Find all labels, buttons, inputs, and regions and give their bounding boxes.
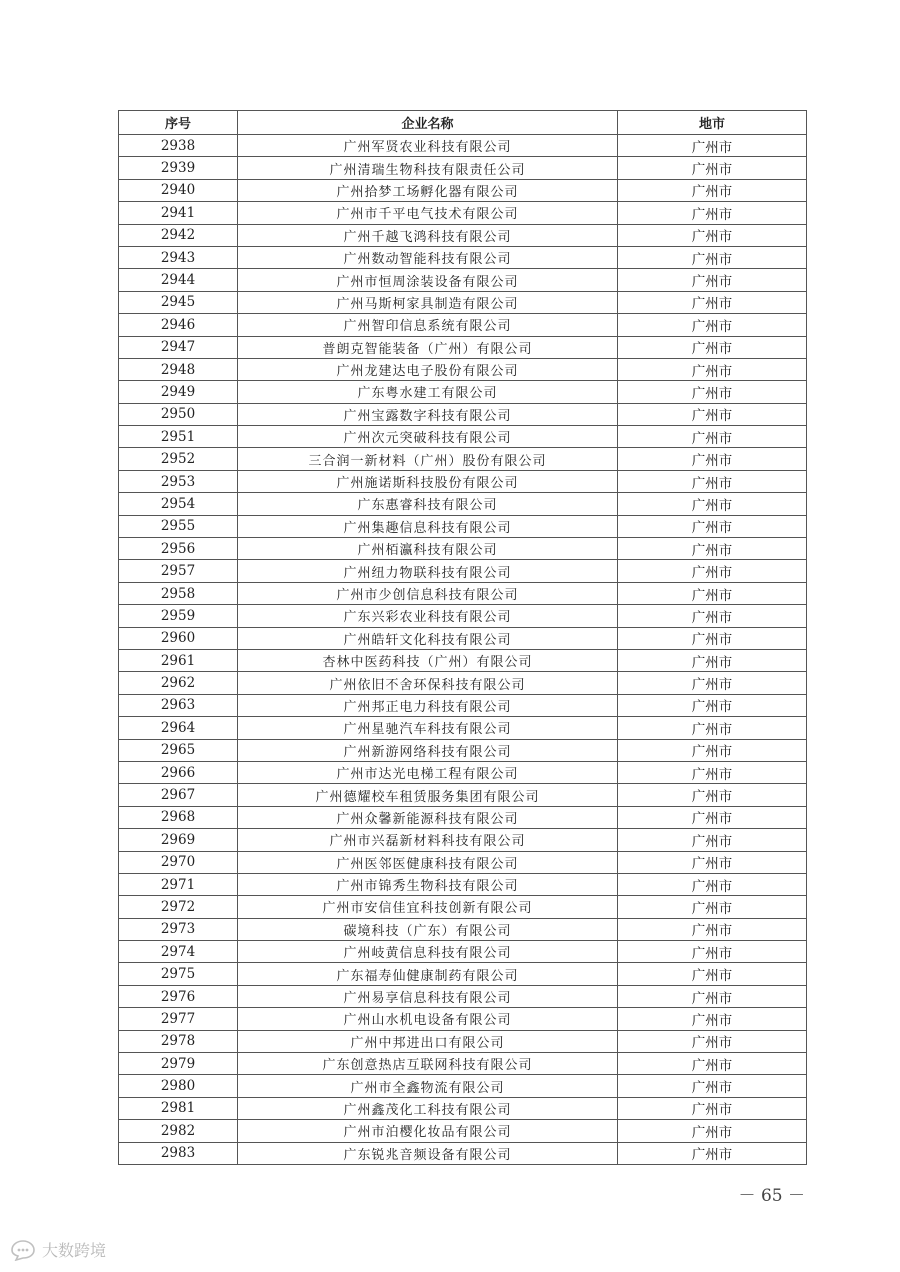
city-name: 广州市 [618, 1097, 807, 1119]
table-row [119, 493, 807, 515]
city-name: 广州市 [618, 269, 807, 291]
city-name: 广州市 [618, 246, 807, 268]
enterprise-name: 广州市少创信息科技有限公司 [238, 582, 618, 604]
city-name: 广州市 [618, 202, 807, 224]
table-row [119, 1142, 807, 1164]
city-name: 广州市 [618, 135, 807, 157]
table-row [119, 1030, 807, 1052]
enterprise-name: 普朗克智能装备（广州）有限公司 [238, 336, 618, 358]
city-name: 广州市 [618, 717, 807, 739]
header-number: 序号 [119, 111, 238, 135]
table-row [119, 985, 807, 1007]
row-number: 2945 [119, 291, 238, 313]
city-name: 广州市 [618, 963, 807, 985]
table-row [119, 202, 807, 224]
enterprise-name: 广东惠睿科技有限公司 [238, 493, 618, 515]
table-row [119, 336, 807, 358]
row-number: 2952 [119, 448, 238, 470]
row-number: 2973 [119, 918, 238, 940]
table-row [119, 784, 807, 806]
row-number: 2954 [119, 493, 238, 515]
city-name: 广州市 [618, 985, 807, 1007]
row-number: 2962 [119, 672, 238, 694]
table-row [119, 761, 807, 783]
city-name: 广州市 [618, 470, 807, 492]
city-name: 广州市 [618, 739, 807, 761]
city-name: 广州市 [618, 605, 807, 627]
enterprise-name: 三合润一新材料（广州）股份有限公司 [238, 448, 618, 470]
enterprise-name: 广州市安信佳宜科技创新有限公司 [238, 896, 618, 918]
city-name: 广州市 [618, 1075, 807, 1097]
city-name: 广州市 [618, 672, 807, 694]
row-number: 2938 [119, 135, 238, 157]
enterprise-name: 广州新游网络科技有限公司 [238, 739, 618, 761]
table-row [119, 672, 807, 694]
city-name: 广州市 [618, 582, 807, 604]
city-name: 广州市 [618, 224, 807, 246]
city-name: 广州市 [618, 493, 807, 515]
row-number: 2940 [119, 179, 238, 201]
table-row [119, 963, 807, 985]
table-row [119, 403, 807, 425]
enterprise-name: 广州鑫茂化工科技有限公司 [238, 1097, 618, 1119]
row-number: 2959 [119, 605, 238, 627]
city-name: 广州市 [618, 1120, 807, 1142]
row-number: 2977 [119, 1008, 238, 1030]
enterprise-name: 广州龙建达电子股份有限公司 [238, 358, 618, 380]
row-number: 2939 [119, 157, 238, 179]
enterprise-name: 广州市恒周涂装设备有限公司 [238, 269, 618, 291]
enterprise-name: 广州栢瀛科技有限公司 [238, 538, 618, 560]
table-row [119, 157, 807, 179]
city-name: 广州市 [618, 1030, 807, 1052]
table-row [119, 426, 807, 448]
enterprise-name: 广州市达光电梯工程有限公司 [238, 761, 618, 783]
enterprise-name: 广州市泊樱化妆品有限公司 [238, 1120, 618, 1142]
city-name: 广州市 [618, 179, 807, 201]
enterprise-name: 广州医邻医健康科技有限公司 [238, 851, 618, 873]
table-row [119, 1075, 807, 1097]
enterprise-name: 杏林中医药科技（广州）有限公司 [238, 649, 618, 671]
enterprise-name: 广州星驰汽车科技有限公司 [238, 717, 618, 739]
table-row [119, 246, 807, 268]
table-row [119, 739, 807, 761]
table-header-row [119, 111, 807, 135]
table-row [119, 941, 807, 963]
row-number: 2957 [119, 560, 238, 582]
header-enterprise-name: 企业名称 [238, 111, 618, 135]
city-name: 广州市 [618, 538, 807, 560]
enterprise-name: 广州中邦进出口有限公司 [238, 1030, 618, 1052]
row-number: 2983 [119, 1142, 238, 1164]
row-number: 2974 [119, 941, 238, 963]
row-number: 2970 [119, 851, 238, 873]
table-row [119, 694, 807, 716]
row-number: 2963 [119, 694, 238, 716]
row-number: 2946 [119, 314, 238, 336]
city-name: 广州市 [618, 806, 807, 828]
enterprise-name: 广州依旧不舍环保科技有限公司 [238, 672, 618, 694]
table-row [119, 448, 807, 470]
row-number: 2971 [119, 873, 238, 895]
enterprise-name: 广东创意热店互联网科技有限公司 [238, 1053, 618, 1075]
row-number: 2943 [119, 246, 238, 268]
row-number: 2956 [119, 538, 238, 560]
table-row [119, 582, 807, 604]
row-number: 2982 [119, 1120, 238, 1142]
city-name: 广州市 [618, 291, 807, 313]
city-name: 广州市 [618, 157, 807, 179]
enterprise-name: 广州数动智能科技有限公司 [238, 246, 618, 268]
row-number: 2969 [119, 829, 238, 851]
row-number: 2980 [119, 1075, 238, 1097]
table-row [119, 538, 807, 560]
city-name: 广州市 [618, 314, 807, 336]
row-number: 2941 [119, 202, 238, 224]
table-row [119, 358, 807, 380]
table-row [119, 560, 807, 582]
table-row [119, 1120, 807, 1142]
row-number: 2958 [119, 582, 238, 604]
row-number: 2955 [119, 515, 238, 537]
row-number: 2942 [119, 224, 238, 246]
enterprise-table [118, 110, 807, 1165]
city-name: 广州市 [618, 761, 807, 783]
enterprise-name: 广州智印信息系统有限公司 [238, 314, 618, 336]
enterprise-name: 广州军贤农业科技有限公司 [238, 135, 618, 157]
row-number: 2978 [119, 1030, 238, 1052]
table-row [119, 918, 807, 940]
table-row [119, 1097, 807, 1119]
city-name: 广州市 [618, 873, 807, 895]
city-name: 广州市 [618, 694, 807, 716]
enterprise-name: 广州易享信息科技有限公司 [238, 985, 618, 1007]
city-name: 广州市 [618, 336, 807, 358]
city-name: 广州市 [618, 403, 807, 425]
enterprise-name: 广州次元突破科技有限公司 [238, 426, 618, 448]
table-row [119, 135, 807, 157]
enterprise-name: 广东兴彩农业科技有限公司 [238, 605, 618, 627]
table-row [119, 1053, 807, 1075]
table-row [119, 269, 807, 291]
table-body [119, 135, 807, 1165]
watermark-text: 大数跨境 [42, 1241, 107, 1260]
enterprise-name: 广州众馨新能源科技有限公司 [238, 806, 618, 828]
enterprise-name: 广州市千平电气技术有限公司 [238, 202, 618, 224]
enterprise-name: 广州集趣信息科技有限公司 [238, 515, 618, 537]
table-row [119, 1008, 807, 1030]
city-name: 广州市 [618, 918, 807, 940]
table-row [119, 291, 807, 313]
city-name: 广州市 [618, 784, 807, 806]
enterprise-name: 广州纽力物联科技有限公司 [238, 560, 618, 582]
enterprise-name: 广州马斯柯家具制造有限公司 [238, 291, 618, 313]
row-number: 2949 [119, 381, 238, 403]
table-row [119, 515, 807, 537]
enterprise-name: 广州拾梦工场孵化器有限公司 [238, 179, 618, 201]
city-name: 广州市 [618, 515, 807, 537]
enterprise-name: 广东粤水建工有限公司 [238, 381, 618, 403]
table-row [119, 829, 807, 851]
header-city: 地市 [618, 111, 807, 135]
enterprise-name: 广州邦正电力科技有限公司 [238, 694, 618, 716]
chat-bubble-icon [8, 1239, 38, 1261]
table-row [119, 224, 807, 246]
table-row [119, 381, 807, 403]
enterprise-name: 广州山水机电设备有限公司 [238, 1008, 618, 1030]
city-name: 广州市 [618, 381, 807, 403]
row-number: 2964 [119, 717, 238, 739]
row-number: 2951 [119, 426, 238, 448]
table-row [119, 314, 807, 336]
enterprise-name: 广州千越飞鸿科技有限公司 [238, 224, 618, 246]
row-number: 2944 [119, 269, 238, 291]
table-row [119, 627, 807, 649]
enterprise-name: 碳境科技（广东）有限公司 [238, 918, 618, 940]
row-number: 2968 [119, 806, 238, 828]
table-row [119, 896, 807, 918]
row-number: 2961 [119, 649, 238, 671]
row-number: 2975 [119, 963, 238, 985]
row-number: 2965 [119, 739, 238, 761]
row-number: 2953 [119, 470, 238, 492]
row-number: 2947 [119, 336, 238, 358]
city-name: 广州市 [618, 560, 807, 582]
enterprise-name: 广州施诺斯科技股份有限公司 [238, 470, 618, 492]
enterprise-name: 广州皓轩文化科技有限公司 [238, 627, 618, 649]
enterprise-name: 广州宝露数字科技有限公司 [238, 403, 618, 425]
row-number: 2950 [119, 403, 238, 425]
city-name: 广州市 [618, 851, 807, 873]
enterprise-name: 广州清瑞生物科技有限责任公司 [238, 157, 618, 179]
enterprise-name: 广州岐黄信息科技有限公司 [238, 941, 618, 963]
city-name: 广州市 [618, 1142, 807, 1164]
row-number: 2966 [119, 761, 238, 783]
row-number: 2976 [119, 985, 238, 1007]
row-number: 2981 [119, 1097, 238, 1119]
city-name: 广州市 [618, 649, 807, 671]
row-number: 2979 [119, 1053, 238, 1075]
table-row [119, 873, 807, 895]
enterprise-name: 广东福寿仙健康制药有限公司 [238, 963, 618, 985]
table-row [119, 470, 807, 492]
enterprise-name: 广州德耀校车租赁服务集团有限公司 [238, 784, 618, 806]
table-row [119, 605, 807, 627]
city-name: 广州市 [618, 1008, 807, 1030]
table-row [119, 806, 807, 828]
row-number: 2960 [119, 627, 238, 649]
row-number: 2972 [119, 896, 238, 918]
table-row [119, 851, 807, 873]
enterprise-name: 广州市兴磊新材料科技有限公司 [238, 829, 618, 851]
city-name: 广州市 [618, 358, 807, 380]
city-name: 广州市 [618, 896, 807, 918]
enterprise-name: 广东锐兆音频设备有限公司 [238, 1142, 618, 1164]
table-row [119, 717, 807, 739]
table-row [119, 649, 807, 671]
city-name: 广州市 [618, 627, 807, 649]
row-number: 2948 [119, 358, 238, 380]
city-name: 广州市 [618, 426, 807, 448]
row-number: 2967 [119, 784, 238, 806]
city-name: 广州市 [618, 829, 807, 851]
city-name: 广州市 [618, 1053, 807, 1075]
city-name: 广州市 [618, 448, 807, 470]
table-row [119, 179, 807, 201]
watermark [8, 1238, 106, 1261]
enterprise-name: 广州市全鑫物流有限公司 [238, 1075, 618, 1097]
enterprise-name: 广州市锦秀生物科技有限公司 [238, 873, 618, 895]
page-number: － 65 － [738, 1186, 805, 1206]
city-name: 广州市 [618, 941, 807, 963]
